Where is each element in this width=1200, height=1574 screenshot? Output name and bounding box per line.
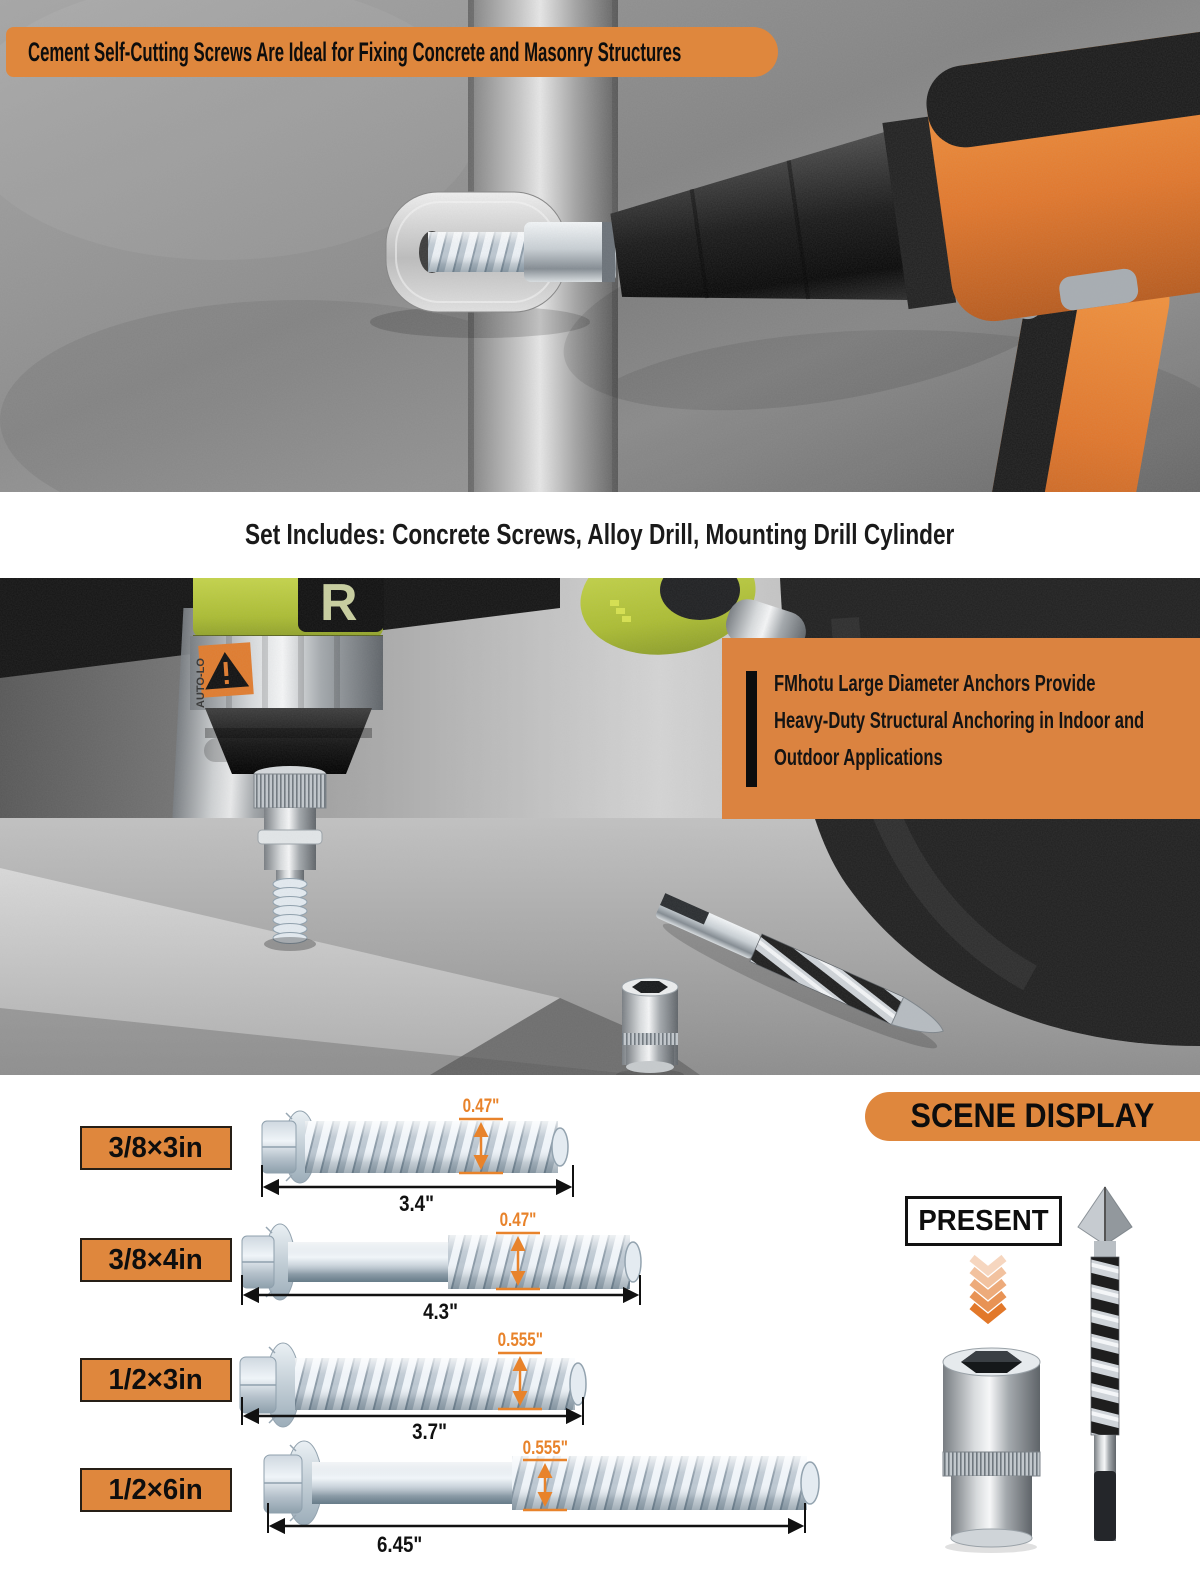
screw-3-8x3 [262,1111,568,1183]
diameter-label-1: 0.47" [462,1096,500,1117]
diameter-label-4: 0.555" [522,1438,568,1459]
length-label-1: 3.4" [399,1191,435,1216]
drill-bit-product [1078,1187,1132,1541]
size-label-3-8x4: 3/8×4in [80,1238,232,1282]
brand-letter: R [320,578,358,632]
top-banner-text: Cement Self-Cutting Screws Are Ideal for Fixing Concrete and Masonry Structures [28,36,682,67]
length-label-3: 3.7" [412,1419,448,1444]
includes-band [0,492,1200,578]
size-chart [0,1075,1200,1574]
scene-display-banner: SCENE DISPLAY [865,1092,1200,1141]
includes-text: Set Includes: Concrete Screws, Alloy Drill, Mounting Drill Cylinder [245,518,955,551]
anchor-callout [722,638,1200,819]
top-photo [0,0,1200,492]
screw-1-2x3 [240,1343,586,1427]
diameter-label-2: 0.47" [499,1210,537,1231]
drill-side-text: AUTO-LO [195,658,207,708]
size-label-1-2x3: 1/2×3in [80,1358,232,1402]
callout-accent-bar [746,671,757,787]
chevron-down-icons [972,1258,1004,1319]
callout-line-3: Outdoor Applications [774,744,943,770]
size-label-3-8x3: 3/8×3in [80,1126,232,1170]
size-label-1-2x6: 1/2×6in [80,1468,232,1512]
length-label-4: 6.45" [377,1532,423,1557]
screw-3-8x4 [242,1224,641,1300]
socket-product [943,1348,1040,1553]
callout-text [774,638,1200,819]
top-banner [6,27,778,77]
present-box: PRESENT [905,1196,1062,1246]
mid-photo [0,578,1200,1075]
length-label-2: 4.3" [423,1299,459,1324]
callout-line-1: FMhotu Large Diameter Anchors Provide [774,670,1096,696]
callout-line-2: Heavy-Duty Structural Anchoring in Indoor and [774,707,1145,733]
diameter-label-3: 0.555" [497,1330,543,1351]
